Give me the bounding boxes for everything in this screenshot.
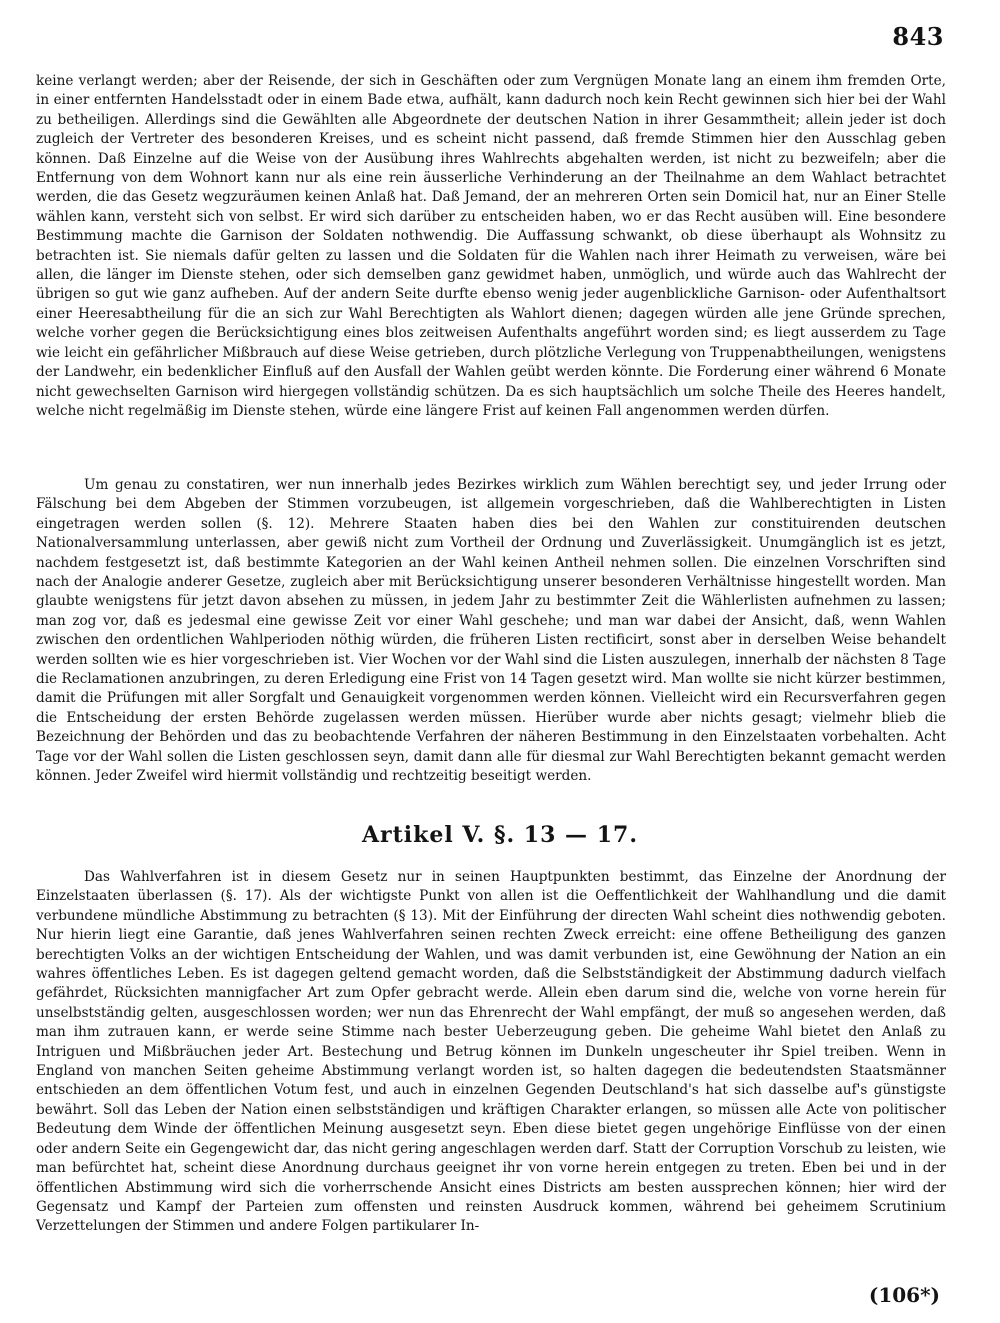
printer-signature-mark: (106*) [868,1283,940,1307]
paragraph-voter-lists: Um genau zu constatiren, wer nun innerhalb jedes Bezirkes wirklich zum Wählen berechtigt sey, und jeder Irrung oder Fälschung bei dem Abgeben der Stimmen vorzubeugen, ist allgemein vorgeschrieben, daß die Wahlberechtigten in Listen eingetragen werden sollen (§. 12). Mehrere Staaten haben dies bei den Wahlen zur constituirenden deutschen Nationalversammlung unterlassen, aber gewiß nicht zum Vortheil der Ordnung und Zuverlässigkeit. Unumgänglich ist es jetzt, nachdem festgesetzt ist, daß bestimmte Kategorien an der Wahl keinen Antheil nehmen sollen. Die einzelnen Vorschriften sind nach der Analogie anderer Gesetze, zugleich aber mit Berücksichtigung unserer besonderen Verhältnisse hingestellt worden. Man glaubte wenigstens für jetzt davon absehen zu müssen, in jedem Jahr zu bestimmter Zeit die Wählerlisten aufnehmen zu lassen; man zog vor, daß es jedesmal eine gewisse Zeit vor einer Wahl geschehe; und man war dabei der Ansicht, daß, wenn Wahlen zwischen den ordentlichen Wahlperioden nöthig würden, die früheren Listen rectificirt, sonst aber in derselben Weise behandelt werden sollten wie es hier vorgeschrieben ist. Vier Wochen vor der Wahl sind die Listen auszulegen, innerhalb der nächsten 8 Tage die Reclamationen anzubringen, zu deren Erledigung eine Frist von 14 Tagen gesetzt wird. Man wollte sie nicht kürzer bestimmen, damit die Prüfungen mit aller Sorgfalt und Genauigkeit vorgenommen werden können. Vielleicht wird ein Recursverfahren gegen die Entscheidung der ersten Behörde zugelassen werden müssen. Hierüber wurde aber nichts gesagt; vielmehr blieb die Bezeichnung der Behörden und das zu beobachtende Verfahren der näheren Bestimmung in den Einzelstaaten vorbehalten. Acht Tage vor der Wahl sollen die Listen geschlossen seyn, damit dann alle für diesmal zur Wahl Berechtigten bekannt gemacht werden können. Jeder Zweifel wird hiermit vollständig und rechtzeitig beseitigt werden. [36,477,946,785]
paragraph-residence-and-garrison: keine verlangt werden; aber der Reisende, der sich in Geschäften oder zum Vergnügen Monate lang an einem ihm fremden Orte, in einer entfernten Handelsstadt oder in einem Bade etwa, aufhält, kann dadurch noch kein Recht gewinnen sich hier bei der Wahl zu betheiligen. Allerdings sind die Gewählten alle Abgeordnete der deutschen Nation in ihrer Gesammtheit; allein jeder ist doch zugleich der Vertreter des besonderen Kreises, und es scheint nicht passend, daß fremde Stimmen hier den Ausschlag geben können. Daß Einzelne auf die Weise von der Ausübung ihres Wahlrechts abgehalten werden, ist nicht zu bezweifeln; aber die Entfernung von dem Wohnort kann nur als eine rein äusserliche Verhinderung an der Theilnahme an dem Wahlact betrachtet werden, die das Gesetz wegzuräumen keinen Anlaß hat. Daß Jemand, der an mehreren Orten sein Domicil hat, nur an Einer Stelle wählen kann, versteht sich von selbst. Er wird sich darüber zu entscheiden haben, wo er das Recht ausüben will. Eine besondere Bestimmung machte die Garnison der Soldaten nothwendig. Die Auffassung schwankt, ob diese überhaupt als Wohnsitz zu betrachten ist. Sie niemals dafür gelten zu lassen und die Soldaten für die Wahlen nach ihrer Heimath zu verweisen, wäre bei allen, die länger im Dienste stehen, oder sich demselben ganz gewidmet haben, unmöglich, und würde auch das Wahlrecht der übrigen so gut wie ganz aufheben. Auf der andern Seite durfte ebenso wenig jeder augenblickliche Garnison- oder Aufenthaltsort einer Heeresabtheilung für die an sich zur Wahl Berechtigten als Wahlort dienen; dagegen würden alle jene Gründe sprechen, welche vorher gegen die Berücksichtigung eines blos zeitweisen Aufenthalts angeführt worden sind; es liegt ausserdem zu Tage wie leicht ein gefährlicher Mißbrauch auf diese Weise getrieben, durch plötzliche Verlegung von Truppenabtheilungen, wenigstens der Landwehr, ein bedenklicher Einfluß auf den Ausfall der Wahlen geübt werden könnte. Die Forderung einer während 6 Monate nicht gewechselten Garnison wird hiergegen vollständig schützen. Da es sich hauptsächlich um solche Theile des Heeres handelt, welche nicht regelmäßig im Dienste stehen, würde eine längere Frist auf keinen Fall angenommen werden dürfen. [36,73,946,419]
paragraph-voting-procedure: Das Wahlverfahren ist in diesem Gesetz nur in seinen Hauptpunkten bestimmt, das Einzelne der Anordnung der Einzelstaaten überlassen (§. 17). Als der wichtigste Punkt von allen ist die Oeffentlichkeit der Wahlhandlung und die damit verbundene mündliche Abstimmung zu betrachten (§ 13). Mit der Einführung der directen Wahl scheint dies nothwendig geboten. Nur hierin liegt eine Garantie, daß jenes Wahlverfahren seinen rechten Zweck erreicht: eine offene Betheiligung des ganzen berechtigten Volks an der wichtigen Entscheidung der Wahlen, und was damit verbunden ist, eine Gewöhnung der Nation an ein wahres öffentliches Leben. Es ist dagegen geltend gemacht worden, daß die Selbstständigkeit der Abstimmung dadurch vielfach gefährdet, Rücksichten mannigfacher Art zum Opfer gebracht werde. Allein eben darum sind die, welche von vorne herein für unselbstständig gelten, ausgeschlossen worden; wer nun das Ehrenrecht der Wahl empfängt, der muß so angesehen werden, daß man ihm zutrauen kann, er werde seine Stimme nach bester Ueberzeugung geben. Die geheime Wahl bietet den Anlaß zu Intriguen und Mißbräuchen jeder Art. Bestechung und Betrug können im Dunkeln ungescheuter ihr Spiel treiben. Wenn in England von manchen Seiten geheime Abstimmung verlangt worden ist, so halten dagegen die bedeutendsten Staatsmänner entschieden an dem öffentlichen Votum fest, und auch in einzelnen Gegenden Deutschland's hat sich dasselbe auf's günstigste bewährt. Soll das Leben der Nation einen selbstständigen und kräftigen Charakter erlangen, so müssen alle Acte von politischer Bedeutung dem Winde der öffentlichen Meinung ausgesetzt seyn. Eben diese bietet gegen ungehörige Einflüsse von der einen oder andern Seite ein Gegengewicht dar, das nicht gering angeschlagen werden darf. Statt der Corruption Vorschub zu leisten, wie man befürchtet hat, scheint diese Anordnung durchaus geeignet ihr von vorne herein entgegen zu treten. Eben bei und in der öffentlichen Abstimmung wird sich die vorherrschende Ansicht eines Districts am besten aussprechen können; hier wird der Gegensatz und Kampf der Parteien zum offensten und reinsten Ausdruck kommen, während bei geheimem Scrutinium Verzettelungen der Stimmen und andere Folgen partikularer In- [36,869,946,1235]
text-block-voter-lists [36,476,946,787]
page-number: 843 [892,22,944,51]
text-block-voting-procedure [36,868,946,1237]
text-block-continuation [36,72,946,421]
article-heading: Artikel V. §. 13 — 17. [361,822,638,848]
